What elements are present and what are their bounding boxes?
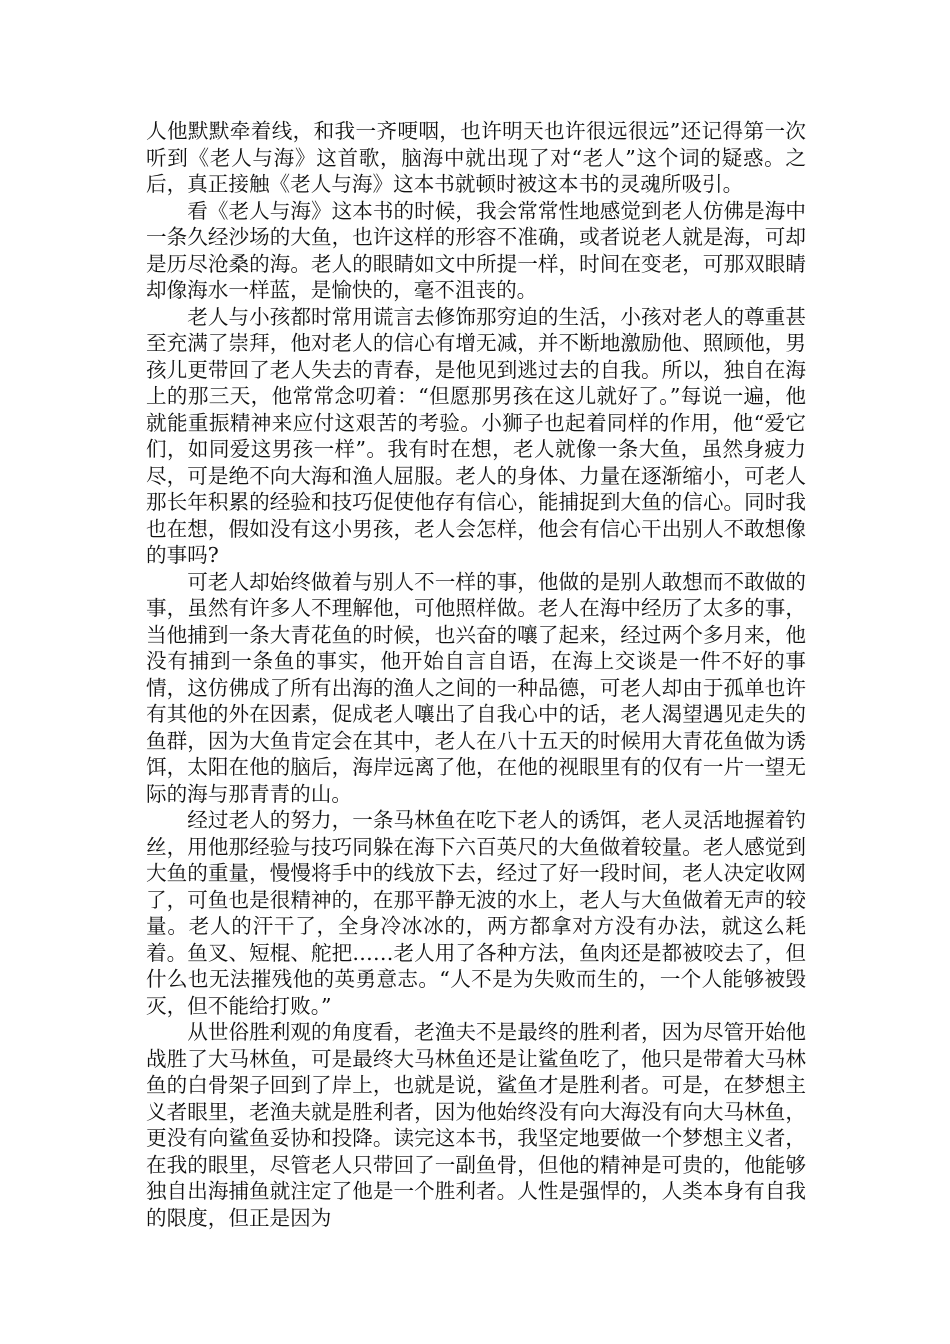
paragraph-5: 经过老人的努力，一条马林鱼在吃下老人的诱饵，老人灵活地握着钓丝，用他那经验与技巧同躲在海下六百英尺的大鱼做着较量。老人感觉到大鱼的重量，慢慢将手中的线放下去，经过了好一段时间，老人决定收网了，可鱼也是很精神的，在那平静无波的水上，老人与大鱼做着无声的较量。老人的汗干了，全身冷冰冰的，两方都拿对方没有办法，就这么耗着。鱼叉、短棍、舵把……老人用了各种方法，鱼肉还是都被咬去了，但什么也无法摧残他的英勇意志。“人不是为失败而生的，一个人能够被毁灭，但不能给打败。” — [146, 808, 806, 1018]
paragraph-2: 看《老人与海》这本书的时候，我会常常性地感觉到老人仿佛是海中一条久经沙场的大鱼，也许这样的形容不准确，或者说老人就是海，可却是历尽沧桑的海。老人的眼睛如文中所提一样，时间在变老，可那双眼睛却像海水一样蓝，是愉快的，毫不沮丧的。 — [146, 198, 806, 302]
paragraph-6: 从世俗胜利观的角度看，老渔夫不是最终的胜利者，因为尽管开始他战胜了大马林鱼，可是最终大马林鱼还是让鲨鱼吃了，他只是带着大马林鱼的白骨架子回到了岸上，也就是说，鲨鱼才是胜利者。可是，在梦想主义者眼里，老渔夫就是胜利者，因为他始终没有向大海没有向大马林鱼，更没有向鲨鱼妥协和投降。读完这本书，我坚定地要做一个梦想主义者，在我的眼里，尽管老人只带回了一副鱼骨，但他的精神是可贵的，他能够独自出海捕鱼就注定了他是一个胜利者。人性是强悍的，人类本身有自我的限度，但正是因为 — [146, 1020, 806, 1230]
document-page — [146, 118, 806, 1231]
paragraph-1: 人他默默牵着线，和我一齐哽咽，也许明天也许很远很远”还记得第一次听到《老人与海》这首歌，脑海中就出现了对“老人”这个词的疑惑。之后，真正接触《老人与海》这本书就顿时被这本书的灵魂所吸引。 — [146, 119, 806, 196]
paragraph-4: 可老人却始终做着与别人不一样的事，他做的是别人敢想而不敢做的事，虽然有许多人不理解他，可他照样做。老人在海中经历了太多的事，当他捕到一条大青花鱼的时候，也兴奋的嚷了起来，经过两个多月来，他没有捕到一条鱼的事实，他开始自言自语，在海上交谈是一件不好的事情，这仿佛成了所有出海的渔人之间的一种品德，可老人却由于孤单也许有其他的外在因素，促成老人嚷出了自我心中的话，老人渴望遇见走失的鱼群，因为大鱼肯定会在其中，老人在八十五天的时候用大青花鱼做为诱饵，太阳在他的脑后，海岸远离了他，在他的视眼里有的仅有一片一望无际的海与那青青的山。 — [146, 569, 806, 806]
paragraph-3: 老人与小孩都时常用谎言去修饰那穷迫的生活，小孩对老人的尊重甚至充满了崇拜，他对老人的信心有增无减，并不断地激励他、照顾他，男孩儿更带回了老人失去的青春，是他见到逃过去的自我。所以，独自在海上的那三天，他常常念叨着：“但愿那男孩在这儿就好了。”每说一遍，他就能重振精神来应付这艰苦的考验。小狮子也起着同样的作用，他“爱它们，如同爱这男孩一样”。我有时在想，老人就像一条大鱼，虽然身疲力尽，可是绝不向大海和渔人屈服。老人的身体、力量在逐渐缩小，可老人那长年积累的经验和技巧促使他存有信心，能捕捉到大鱼的信心。同时我也在想，假如没有这小男孩，老人会怎样，他会有信心干出别人不敢想像的事吗? — [146, 304, 806, 567]
